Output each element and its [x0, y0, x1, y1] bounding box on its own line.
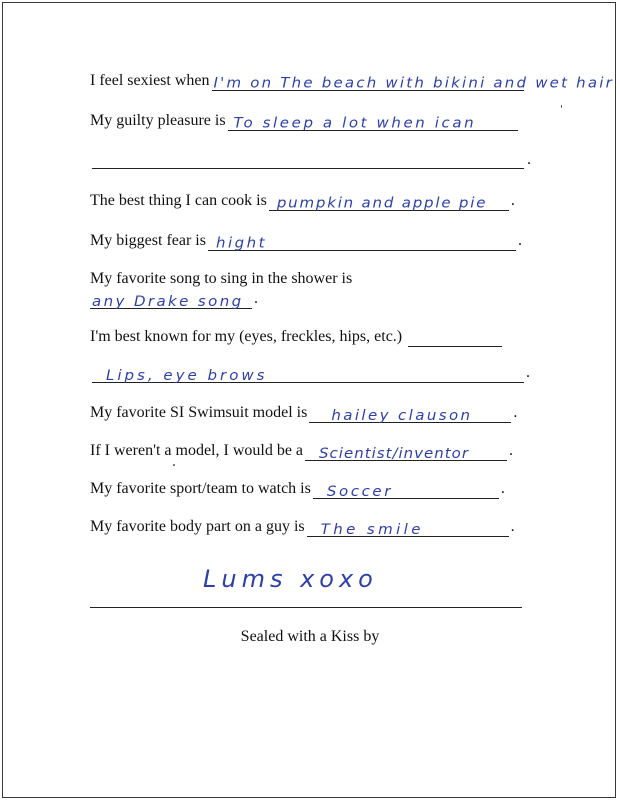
period: .: [513, 404, 518, 421]
answer-blank: [208, 228, 516, 251]
prompt-label: I'm best known for my (eyes, freckles, hips, etc.): [90, 328, 403, 345]
signature-line: [90, 585, 522, 608]
prompt-label: If I weren't a model, I would be a: [90, 442, 304, 459]
period: .: [254, 290, 258, 307]
answer-blank: [212, 68, 614, 92]
period: .: [509, 442, 514, 459]
prompt-label: I feel sexiest when: [90, 72, 210, 89]
form-line-song: [90, 285, 258, 309]
form-line-fear: [90, 227, 522, 251]
sealed-with-kiss-label: Sealed with a Kiss by: [240, 628, 380, 645]
prompt-label: My favorite sport/team to watch is: [90, 480, 311, 497]
form-line-model: [90, 399, 517, 423]
answer-blank: [309, 400, 511, 423]
form-line-known: [90, 323, 502, 347]
handwritten-answer: Scientist/inventor: [319, 444, 470, 462]
answer-blank: [90, 286, 252, 309]
handwritten-answer: The smile: [320, 520, 424, 538]
answer-blank-start: [408, 324, 502, 347]
handwritten-answer: any Drake song: [92, 292, 244, 310]
handwritten-answer: hailey clauson: [331, 406, 473, 424]
answer-blank: [305, 438, 507, 461]
answer-blank: [313, 476, 499, 499]
handwritten-signature: Lums xoxo: [203, 565, 378, 593]
form-line-career: [90, 437, 513, 461]
period: .: [500, 480, 505, 497]
form-line-sexiest: [90, 67, 614, 92]
form-line-sport: [90, 475, 505, 499]
scan-speck: [173, 464, 175, 466]
form-line-known-answer: [92, 359, 530, 383]
form-line-guilty: [90, 107, 518, 131]
period: .: [527, 151, 531, 168]
answer-blank: [228, 108, 518, 131]
scan-speck: [561, 105, 562, 108]
handwritten-answer: hight: [215, 234, 268, 252]
form-line-cook: [90, 187, 515, 211]
answer-blank: [92, 360, 524, 383]
prompt-label: My guilty pleasure is: [90, 112, 226, 129]
form-line-bodypart: [90, 513, 515, 537]
handwritten-answer: Soccer: [326, 482, 394, 500]
handwritten-answer: pumpkin and apple pie: [276, 194, 488, 212]
prompt-label: The best thing I can cook is: [90, 192, 267, 209]
handwritten-answer: I'm on The beach with bikini and wet hair: [213, 74, 614, 92]
period: .: [510, 192, 515, 209]
period: .: [526, 364, 530, 381]
prompt-label: My favorite body part on a guy is: [90, 518, 305, 535]
prompt-label: My biggest fear is: [90, 232, 206, 249]
period: .: [510, 518, 515, 535]
answer-blank: [307, 514, 509, 537]
answer-blank: [269, 188, 509, 211]
form-page: [2, 2, 616, 798]
handwritten-answer: Lips, eye brows: [106, 366, 268, 384]
prompt-label: My favorite SI Swimsuit model is: [90, 404, 308, 421]
handwritten-answer: To sleep a lot when ican: [233, 114, 477, 132]
period: .: [517, 232, 522, 249]
continuation-blank: [92, 146, 524, 169]
prompt-label: My favorite song to sing in the shower is: [90, 270, 353, 287]
